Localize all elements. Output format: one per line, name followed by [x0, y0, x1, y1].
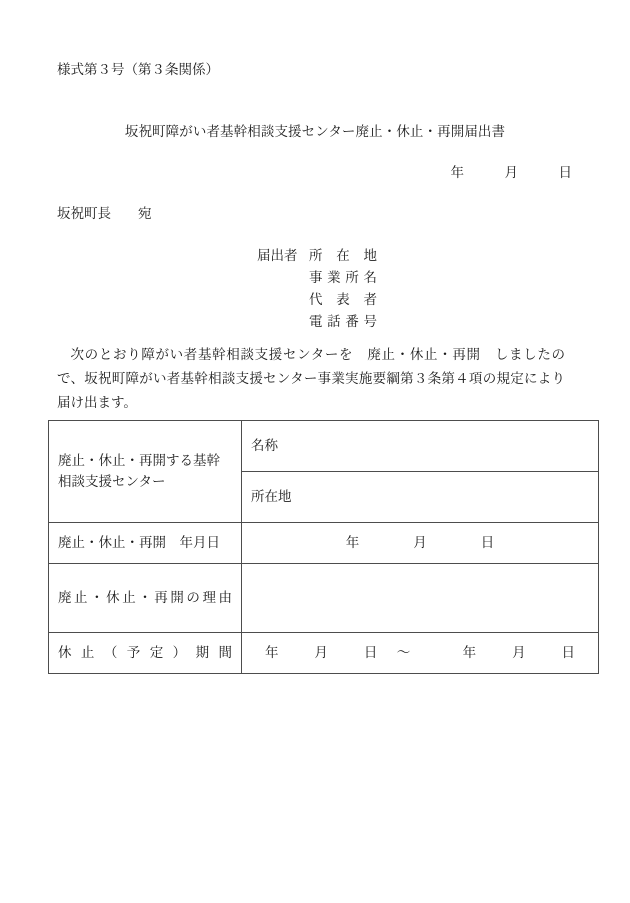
body-line-1-part-2: しましたの [494, 347, 566, 362]
table-row [49, 421, 599, 472]
form-number: 様式第３号（第３条関係） [57, 62, 219, 77]
body-line-3: 届け出ます。 [57, 395, 137, 411]
table-label-text: 廃止・休止・再開の理由 [58, 589, 232, 605]
table-cell-value-date[interactable] [242, 523, 599, 564]
table-value-text: 年 月 日 [345, 534, 495, 550]
table-cell-label-center [49, 421, 242, 523]
page-title: 坂祝町障がい者基幹相談支援センター廃止・休止・再開届出書 [124, 124, 506, 139]
form-table [48, 420, 599, 674]
table-cell-label-reason [49, 564, 242, 633]
table-value-text: 名称 [251, 437, 278, 453]
submitter-field-office-name: 事業所名 [309, 269, 377, 285]
submission-date-line: 年 月 日 [450, 165, 572, 180]
submitter-row-address [257, 245, 377, 267]
table-cell-value-address[interactable] [242, 472, 599, 523]
body-paragraph [57, 343, 565, 415]
body-line-2: で、坂祝町障がい者基幹相談支援センター事業実施要綱第３条第４項の規定により [57, 371, 565, 387]
body-line-1-part-1: 次のとおり障がい者基幹相談支援センターを [70, 347, 354, 362]
submitter-field-representative: 代表者 [309, 291, 377, 307]
table-value-text: 年 月 日 ～ 年 月 日 [265, 644, 575, 660]
table-cell-value-name[interactable] [242, 421, 599, 472]
body-line-1-emphasis: 廃止・休止・再開 [366, 347, 481, 362]
submitter-field-address: 所在地 [309, 248, 377, 263]
submitter-row-phone [257, 311, 377, 333]
table-cell-label-date [49, 523, 242, 564]
table-cell-value-period[interactable] [242, 633, 599, 674]
submitter-row-representative [257, 289, 377, 311]
table-row [49, 564, 599, 633]
table-cell-label-period [49, 633, 242, 674]
table-cell-value-reason[interactable] [242, 564, 599, 633]
submitter-field-phone: 電話番号 [309, 313, 377, 329]
submitter-row-office-name [257, 267, 377, 289]
table-row [49, 633, 599, 674]
submitter-block [257, 245, 377, 332]
table-label-text: 休止（予定）期間 [58, 644, 232, 660]
table-row [49, 523, 599, 564]
submitter-caption: 届出者 [257, 248, 298, 263]
table-label-text: 廃止・休止・再開する基幹相談支援センター [58, 453, 220, 489]
addressee-line: 坂祝町長 宛 [57, 206, 152, 221]
table-value-text: 所在地 [251, 488, 292, 504]
table-label-text: 廃止・休止・再開 年月日 [58, 534, 220, 550]
